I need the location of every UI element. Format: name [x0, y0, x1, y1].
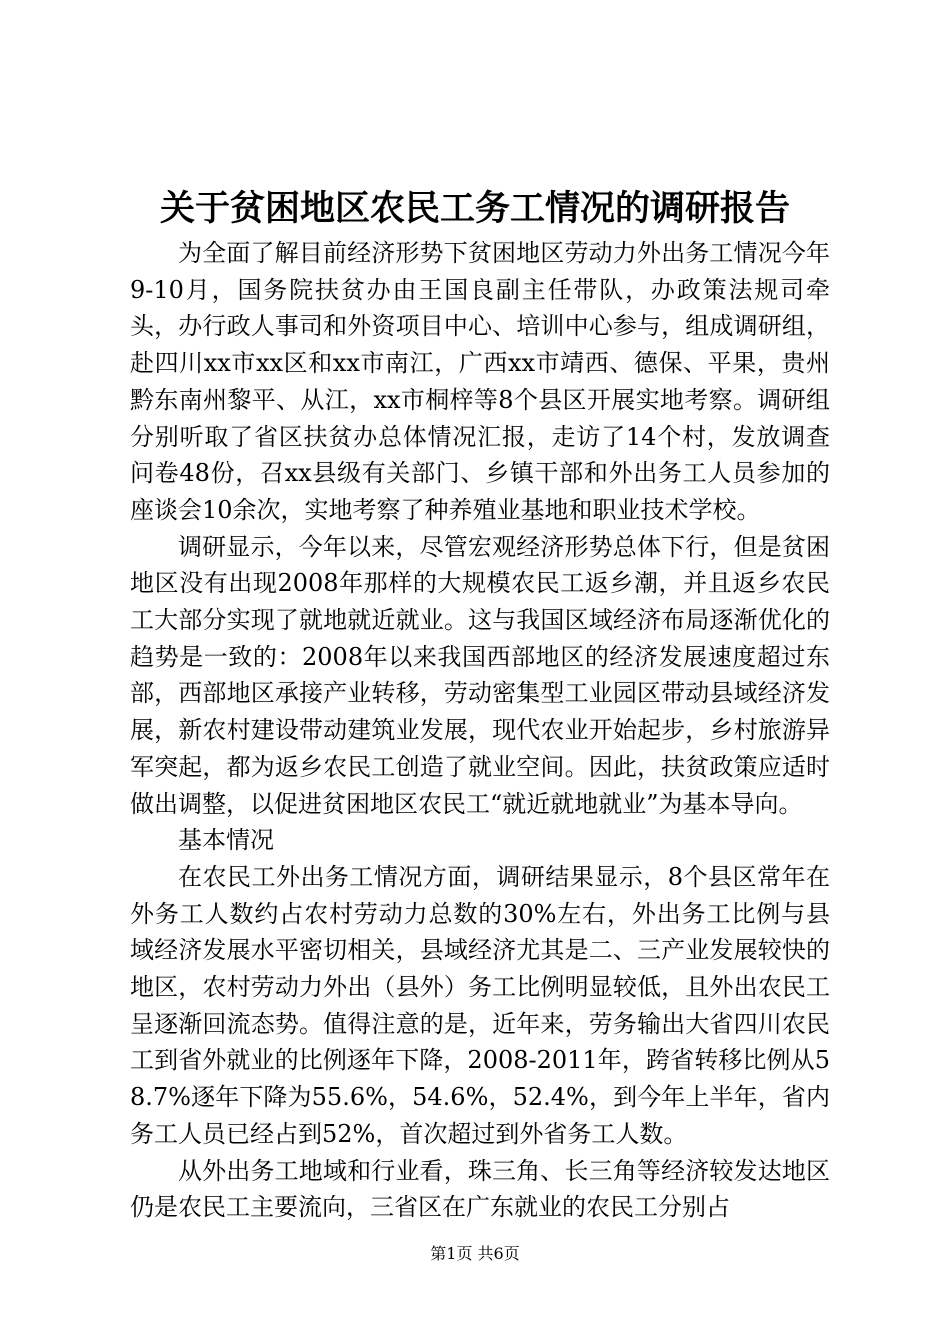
- paragraph-intro: 为全面了解目前经济形势下贫困地区劳动力外出务工情况今年9-10月，国务院扶贫办由王国良副主任带队，办政策法规司牵头，办行政人事司和外资项目中心、培训中心参与，组成调研组，赴四川xx市xx区和xx市南江，广西xx市靖西、德保、平果，贵州黔东南州黎平、从江，xx市桐梓等8个县区开展实地考察。调研组分别听取了省区扶贫办总体情况汇报，走访了14个村，发放调查问卷48份，召xx县级有关部门、乡镇干部和外出务工人员参加的座谈会10余次，实地考察了种养殖业基地和职业技术学校。: [130, 239, 830, 524]
- section-heading: 基本情况: [178, 826, 274, 855]
- paragraph-findings: 调研显示，今年以来，尽管宏观经济形势总体下行，但是贫困地区没有出现2008年那样的大规模农民工返乡潮，并且返乡农民工大部分实现了就地就近就业。这与我国区域经济布局逐渐优化的趋势是一致的：2008年以来我国西部地区的经济发展速度超过东部，西部地区承接产业转移，劳动密集型工业园区带动县域经济发展，新农村建设带动建筑业发展，现代农业开始起步，乡村旅游异军突起，都为返乡农民工创造了就业空间。因此，扶贫政策应适时做出调整，以促进贫困地区农民工“就近就地就业”为基本导向。: [130, 532, 830, 818]
- document-body: [130, 235, 830, 1226]
- document-title: 关于贫困地区农民工务工情况的调研报告: [159, 188, 790, 229]
- paragraph-regions: 从外出务工地域和行业看，珠三角、长三角等经济较发达地区仍是农民工主要流向，三省区在广东就业的农民工分别占: [130, 1156, 830, 1222]
- page-footer: 第1页 共6页: [430, 1244, 520, 1263]
- paragraph-migration: 在农民工外出务工情况方面，调研结果显示，8个县区常年在外务工人数约占农村劳动力总数的30%左右，外出务工比例与县域经济发展水平密切相关，县域经济尤其是二、三产业发展较快的地区，农村劳动力外出（县外）务工比例明显较低，且外出农民工呈逐渐回流态势。值得注意的是，近年来，劳务输出大省四川农民工到省外就业的比例逐年下降，2008-2011年，跨省转移比例从58.7%逐年下降为55.6%，54.6%，52.4%，到今年上半年，省内务工人员已经占到52%，首次超过到外省务工人数。: [130, 862, 830, 1148]
